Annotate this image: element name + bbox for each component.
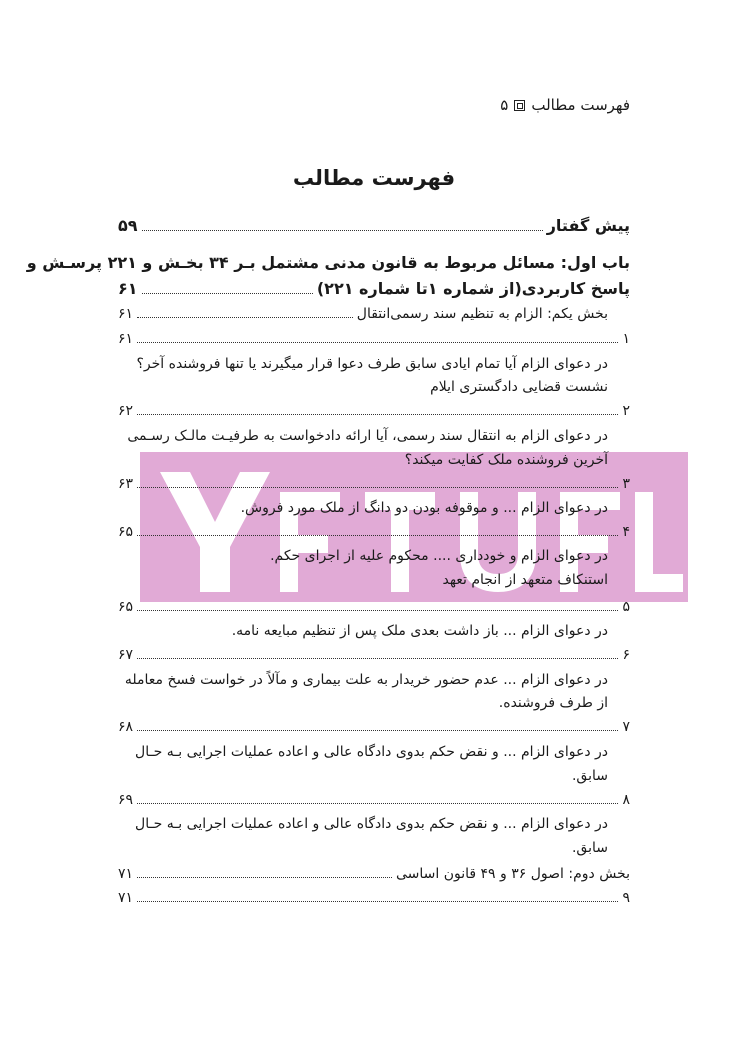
running-header-page: ۵	[500, 96, 509, 114]
leader-dots	[142, 283, 313, 294]
toc-entry-page: ۶۵	[118, 524, 134, 540]
toc-entry-page: ۶۳	[118, 476, 134, 492]
item-description-line: در دعوای الزام ... و موقوفه بودن دو دانگ از ملک مورد فروش.	[240, 500, 608, 516]
toc-entry-section2[interactable]	[118, 864, 630, 884]
toc-entry-page: ۶۱	[118, 279, 138, 298]
toc-entry-number: ۳	[622, 476, 630, 492]
toc-entry-page: ۶۲	[118, 403, 134, 419]
toc-entry-number: ۱	[622, 331, 630, 347]
toc-entry-page: ۶۸	[118, 719, 134, 735]
leader-dots	[137, 525, 618, 536]
leader-dots	[137, 477, 618, 488]
toc-entry-page: ۷۱	[118, 866, 134, 882]
leader-dots	[137, 867, 392, 878]
toc-entry-page: ۷۱	[118, 890, 134, 906]
toc-entry-label: بخش دوم: اصول ۳۶ و ۴۹ قانون اساسی	[395, 866, 630, 882]
item-description-line: در دعوای الزام آیا تمام ایادی سابق طرف دعوا قرار میگیرند یا تنها فروشنده آخر؟	[136, 356, 608, 372]
leader-dots	[137, 891, 618, 902]
toc-entry-part1[interactable]	[118, 279, 630, 299]
toc-entry-item-7[interactable]	[118, 717, 630, 737]
toc-entry-page: ۶۵	[118, 599, 134, 615]
leader-dots	[137, 332, 618, 343]
leader-dots	[142, 220, 543, 231]
item-description-line: در دعوای الزام ... و نقض حکم بدوی دادگاه عالی و اعاده عملیات اجرایی بـه حـال	[135, 744, 608, 760]
toc-entry-preface[interactable]	[118, 216, 630, 236]
item-description-line: در دعوای الزام ... و نقض حکم بدوی دادگاه عالی و اعاده عملیات اجرایی بـه حـال	[135, 816, 608, 832]
leader-dots	[137, 600, 618, 611]
toc-entry-item-2[interactable]	[118, 401, 630, 421]
leader-dots	[137, 307, 353, 318]
item-description-line: آخرین فروشنده ملک کفایت میکند؟	[404, 452, 608, 468]
toc-entry-label: پاسخ کاربردی(از شماره ۱تا شماره ۲۲۱)	[316, 279, 630, 298]
part1-title-line1: باب اول: مسائل مربوط به قانون مدنی مشتمل بـر ۳۴ بخـش و ۲۲۱ پرسـش و	[26, 253, 630, 272]
toc-entry-item-6[interactable]	[118, 645, 630, 665]
item-description-line: در دعوای الزام به انتقال سند رسمی، آیا ارائه دادخواست به طرفیـت مالـک رسـمی	[127, 428, 608, 444]
toc-entry-item-4[interactable]	[118, 522, 630, 542]
toc-entry-number: ۸	[622, 792, 630, 808]
item-description-line: سابق.	[571, 840, 608, 856]
toc-entry-item-5[interactable]	[118, 597, 630, 617]
item-description-line: سابق.	[571, 768, 608, 784]
toc-entry-item-3[interactable]	[118, 474, 630, 494]
leader-dots	[137, 793, 618, 804]
toc-entry-item-8[interactable]	[118, 790, 630, 810]
item-description-line: نشست قضایی دادگستری ایلام	[430, 379, 608, 395]
leader-dots	[137, 404, 618, 415]
page-title: فهرست مطالب	[292, 166, 456, 190]
toc-entry-page: ۵۹	[118, 216, 138, 235]
item-description-line: در دعوای الزام و خودداری .... محکوم علیه از اجرای حکم.	[270, 548, 608, 564]
item-description-line: استنکاف متعهد از انجام تعهد	[442, 572, 608, 588]
toc-entry-item-1[interactable]	[118, 329, 630, 349]
toc-entry-number: ۲	[622, 403, 630, 419]
toc-entry-page: ۶۷	[118, 647, 134, 663]
running-header-title: فهرست مطالب	[531, 96, 630, 114]
toc-entry-number: ۴	[622, 524, 630, 540]
toc-entry-number: ۶	[622, 647, 630, 663]
leader-dots	[137, 648, 618, 659]
toc-entry-item-9[interactable]	[118, 888, 630, 908]
toc-entry-section1[interactable]	[118, 304, 630, 324]
item-description-line: در دعوای الزام ... عدم حضور خریدار به علت بیماری و مآلاً در خواست فسخ معامله	[124, 672, 608, 688]
toc-entry-page: ۶۹	[118, 792, 134, 808]
toc-entry-page: ۶۱	[118, 331, 134, 347]
square-ornament-icon	[514, 100, 525, 111]
toc-entry-number: ۹	[622, 890, 630, 906]
toc-entry-label: پیش گفتار	[546, 216, 630, 235]
toc-entry-page: ۶۱	[118, 306, 134, 322]
toc-entry-number: ۷	[622, 719, 630, 735]
item-description-line: در دعوای الزام ... باز داشت بعدی ملک پس از تنظیم مبایعه نامه.	[231, 623, 608, 639]
running-header	[500, 96, 630, 114]
item-description-line: از طرف فروشنده.	[498, 695, 608, 711]
leader-dots	[137, 720, 618, 731]
toc-entry-label: بخش یکم: الزام به تنظیم سند رسمی‌انتقال	[356, 306, 608, 322]
toc-entry-number: ۵	[622, 599, 630, 615]
